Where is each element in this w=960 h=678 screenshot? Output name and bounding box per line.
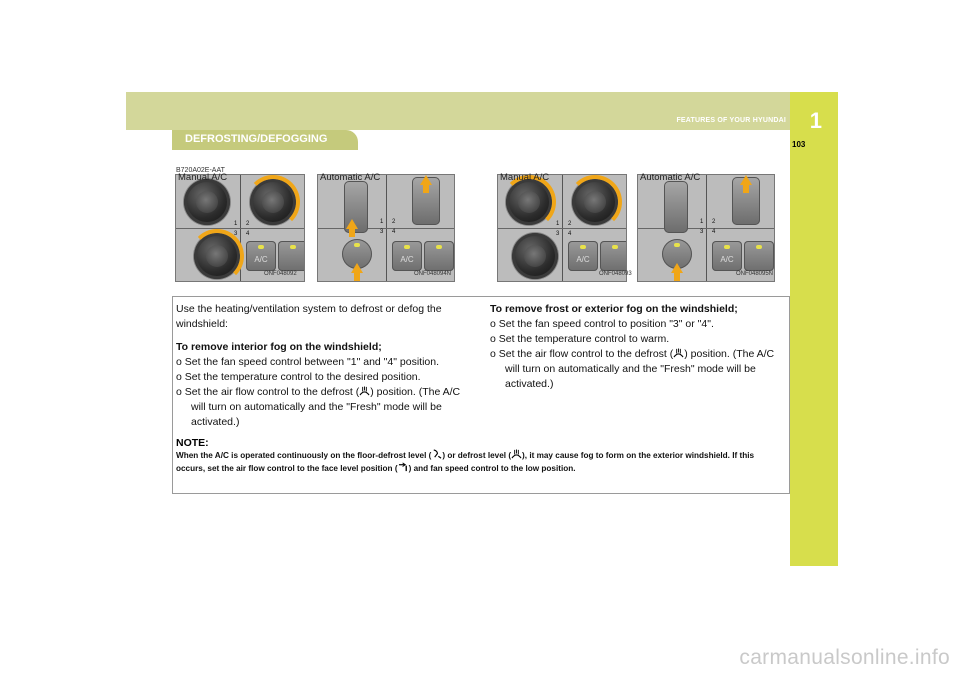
floor-defrost-icon — [431, 449, 442, 459]
ac-button — [568, 241, 598, 271]
defrost-icon — [673, 348, 684, 358]
recirc-button — [744, 241, 774, 271]
intro-text: Use the heating/ventilation system to defrost or defog the windshield: — [176, 303, 442, 330]
figure-manual-ac-interior — [175, 174, 305, 282]
exterior-step-3 — [490, 347, 784, 392]
section-title: DEFROSTING/DEFOGGING — [185, 133, 328, 145]
note-body — [176, 449, 784, 475]
step-text: ) position. (The A/C will turn on automatically and the "Fresh" mode will be activated.) — [191, 386, 461, 428]
fan-label-2: 2 — [246, 221, 250, 227]
defrost-icon — [511, 449, 522, 459]
interior-step-2: o Set the temperature control to the desired position. — [176, 371, 421, 383]
chapter-side-band — [790, 92, 838, 566]
defrost-icon — [359, 386, 370, 396]
fan-label-4: 4 — [392, 229, 396, 235]
fan-label-1: 1 — [700, 219, 704, 225]
ac-button — [246, 241, 276, 271]
face-level-icon — [398, 462, 409, 472]
interior-heading: To remove interior fog on the windshield; — [176, 341, 382, 353]
fan-label-1: 1 — [380, 219, 384, 225]
mode-switch — [664, 181, 688, 233]
figure-ref: ONF048094N — [414, 271, 452, 277]
header-band — [126, 92, 838, 130]
fan-label-4: 4 — [246, 231, 250, 237]
figure-ref: ONF048095N — [736, 271, 774, 277]
ac-button-label: A/C — [720, 255, 734, 264]
note-text: When the A/C is operated continuously on the floor-defrost level ( — [176, 451, 432, 460]
step-text: o Set the air flow control to the defrost ( — [490, 348, 674, 360]
note-heading: NOTE: — [176, 437, 209, 449]
figure-ref: ONF048092 — [264, 271, 297, 277]
fan-label-1: 1 — [234, 221, 238, 227]
left-column — [176, 302, 468, 430]
recirc-button — [278, 241, 305, 271]
figure-automatic-ac-exterior — [637, 174, 775, 282]
note-text: ) or defrost level ( — [442, 451, 512, 460]
fan-knob — [184, 179, 230, 225]
press-arrow-icon — [420, 175, 432, 185]
rotate-arrow-icon — [568, 175, 622, 229]
rotate-arrow-icon — [502, 175, 556, 229]
fan-label-3: 3 — [234, 231, 238, 237]
fan-label-2: 2 — [712, 219, 716, 225]
watermark-footer: carmanualsonline.info — [739, 646, 950, 669]
fan-label-3: 3 — [380, 229, 384, 235]
figure-automatic-ac-interior — [317, 174, 455, 282]
note-text: ), it may cause fog to form on the exterior windshield. If this occurs, set the air flow control to the face level position ( — [176, 451, 755, 473]
recirc-button — [424, 241, 454, 271]
running-head: FEATURES OF YOUR HYUNDAI — [676, 117, 786, 124]
figure-ref: ONF048093 — [599, 271, 632, 277]
fan-label-1: 1 — [556, 221, 560, 227]
chapter-number: 1 — [809, 108, 822, 133]
exterior-step-1: o Set the fan speed control to position "3" or "4". — [490, 318, 714, 330]
ac-button — [392, 241, 422, 271]
figure-manual-ac-exterior — [497, 174, 627, 282]
ac-button-label: A/C — [254, 255, 268, 264]
ac-button — [712, 241, 742, 271]
exterior-step-2: o Set the temperature control to warm. — [490, 333, 670, 345]
figure-caption: Manual A/C — [500, 172, 550, 183]
fan-label-2: 2 — [392, 219, 396, 225]
rotate-arrow-icon — [246, 175, 300, 229]
ac-button-label: A/C — [400, 255, 414, 264]
press-arrow-icon — [740, 175, 752, 185]
mode-knob — [512, 233, 558, 279]
figure-caption: Automatic A/C — [640, 172, 701, 183]
figure-caption: Manual A/C — [178, 172, 228, 183]
press-arrow-icon — [671, 263, 683, 273]
figure-caption: Automatic A/C — [320, 172, 381, 183]
exterior-heading: To remove frost or exterior fog on the windshield; — [490, 303, 738, 315]
press-arrow-icon — [351, 263, 363, 273]
section-code: B720A02E-AAT — [176, 167, 225, 174]
fan-label-3: 3 — [700, 229, 704, 235]
step-text: ) position. (The A/C will turn on automatically and the "Fresh" mode will be activated.) — [505, 348, 775, 390]
interior-step-3 — [176, 385, 468, 430]
recirc-button — [600, 241, 627, 271]
fan-label-3: 3 — [556, 231, 560, 237]
fan-label-4: 4 — [712, 229, 716, 235]
fan-label-2: 2 — [568, 221, 572, 227]
press-arrow-icon — [346, 219, 358, 229]
page-number: 103 — [792, 140, 806, 149]
ac-button-label: A/C — [576, 255, 590, 264]
interior-step-1: o Set the fan speed control between "1" and "4" position. — [176, 356, 440, 368]
note-text: ) and fan speed control to the low position. — [408, 464, 576, 473]
fan-label-4: 4 — [568, 231, 572, 237]
step-text: o Set the air flow control to the defrost ( — [176, 386, 360, 398]
right-column — [490, 302, 784, 392]
